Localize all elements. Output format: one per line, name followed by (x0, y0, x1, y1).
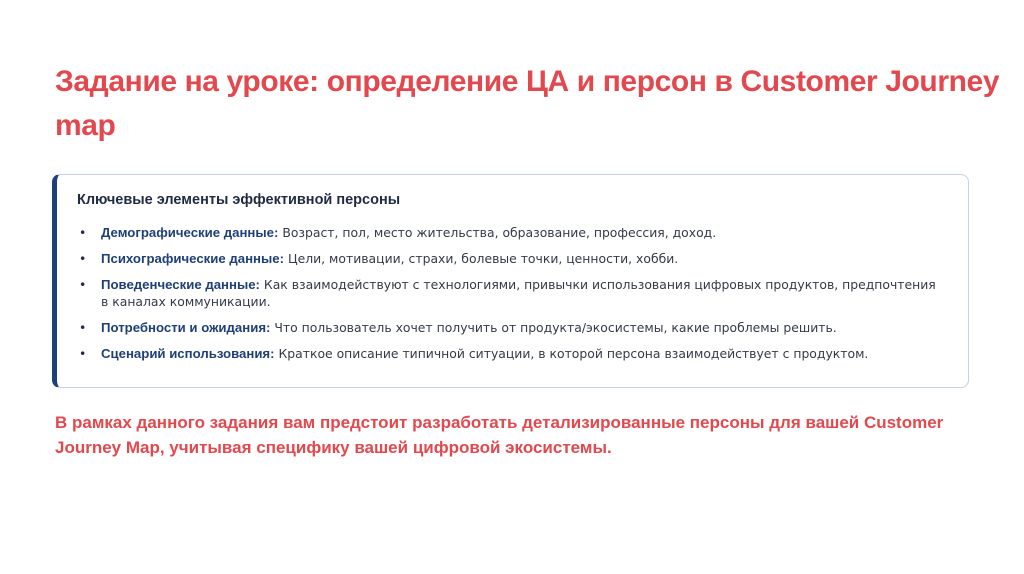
list-item-demographics (77, 224, 944, 241)
item-term: Демографические данные: (101, 225, 279, 240)
item-description: Что пользователь хочет получить от продукта/экосистемы, какие проблемы решить. (274, 320, 837, 335)
item-term: Психографические данные: (101, 251, 284, 266)
list-item-psychographics (77, 250, 944, 267)
bullet-icon: • (79, 251, 87, 266)
slide-title: Задание на уроке: определение ЦА и персон в Customer Journey map (55, 65, 1000, 142)
list-item-needs (77, 319, 944, 336)
task-note: В рамках данного задания вам предстоит разработать детализированные персоны для вашей Customer Journey Map, учитывая специфику вашей цифровой экосистемы. (55, 413, 944, 457)
item-term: Потребности и ожидания: (101, 320, 271, 335)
list-item-behavior (77, 276, 944, 310)
bullet-icon: • (79, 320, 87, 335)
bullet-icon: • (79, 277, 87, 292)
item-term: Сценарий использования: (101, 346, 275, 361)
item-description: Краткое описание типичной ситуации, в которой персона взаимодействует с продуктом. (278, 346, 869, 361)
item-description: Возраст, пол, место жительства, образование, профессия, доход. (282, 225, 717, 240)
bullet-icon: • (79, 225, 87, 240)
item-description: Как взаимодействуют с технологиями, привычки использования цифровых продуктов, предпочтения в каналах коммуникации. (101, 277, 936, 309)
item-term: Поведенческие данные: (101, 277, 260, 292)
key-elements-list (77, 224, 944, 362)
bullet-icon: • (79, 346, 87, 361)
card-title: Ключевые элементы эффективной персоны (77, 192, 401, 208)
item-description: Цели, мотивации, страхи, болевые точки, ценности, хобби. (287, 251, 679, 266)
list-item-scenario (77, 345, 944, 362)
key-elements-card (52, 174, 969, 388)
